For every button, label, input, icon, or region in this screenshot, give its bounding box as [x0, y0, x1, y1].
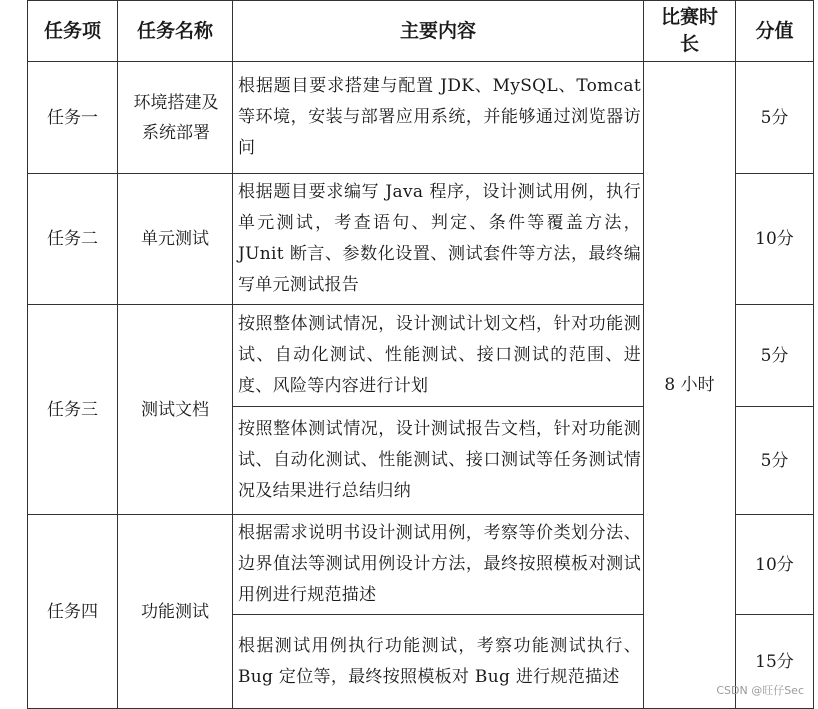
- score-cell: 10分: [736, 174, 814, 305]
- score-cell: 15分: [736, 615, 814, 709]
- task-item-cell: 任务二: [28, 174, 118, 305]
- task-content-cell: 根据题目要求编写 Java 程序，设计测试用例，执行单元测试，考查语句、判定、条件等覆盖方法，JUnit 断言、参数化设置、测试套件等方法，最终编写单元测试报告: [233, 174, 644, 305]
- table-row: [28, 62, 814, 174]
- duration-cell: 8 小时: [644, 62, 736, 709]
- task-item-cell: 任务三: [28, 305, 118, 515]
- task-item-cell: 任务一: [28, 62, 118, 174]
- task-name-cell: 测试文档: [118, 305, 233, 515]
- task-content-cell: 按照整体测试情况，设计测试报告文档，针对功能测试、自动化测试、性能测试、接口测试等任务测试情况及结果进行总结归纳: [233, 407, 644, 515]
- task-content-cell: 根据测试用例执行功能测试，考察功能测试执行、Bug 定位等，最终按照模板对 Bug 进行规范描述: [233, 615, 644, 709]
- header-row: [28, 1, 814, 62]
- header-task-name: 任务名称: [118, 1, 233, 62]
- header-duration: 比赛时长: [644, 1, 736, 62]
- score-cell: 10分: [736, 515, 814, 615]
- task-name-cell: 功能测试: [118, 515, 233, 709]
- task-content-cell: 根据需求说明书设计测试用例，考察等价类划分法、边界值法等测试用例设计方法，最终按照模板对测试用例进行规范描述: [233, 515, 644, 615]
- header-score: 分值: [736, 1, 814, 62]
- csdn-watermark: CSDN @旺仔Sec: [716, 684, 804, 697]
- score-cell: 5分: [736, 62, 814, 174]
- score-cell: 5分: [736, 305, 814, 407]
- task-item-cell: 任务四: [28, 515, 118, 709]
- task-content-cell: 按照整体测试情况，设计测试计划文档，针对功能测试、自动化测试、性能测试、接口测试的范围、进度、风险等内容进行计划: [233, 305, 644, 407]
- task-content-cell: 根据题目要求搭建与配置 JDK、MySQL、Tomcat 等环境，安装与部署应用系统，并能够通过浏览器访问: [233, 62, 644, 174]
- header-main-content: 主要内容: [233, 1, 644, 62]
- header-task-item: 任务项: [28, 1, 118, 62]
- competition-task-table: [27, 0, 814, 709]
- task-name-cell: 环境搭建及系统部署: [118, 62, 233, 174]
- task-name-cell: 单元测试: [118, 174, 233, 305]
- score-cell: 5分: [736, 407, 814, 515]
